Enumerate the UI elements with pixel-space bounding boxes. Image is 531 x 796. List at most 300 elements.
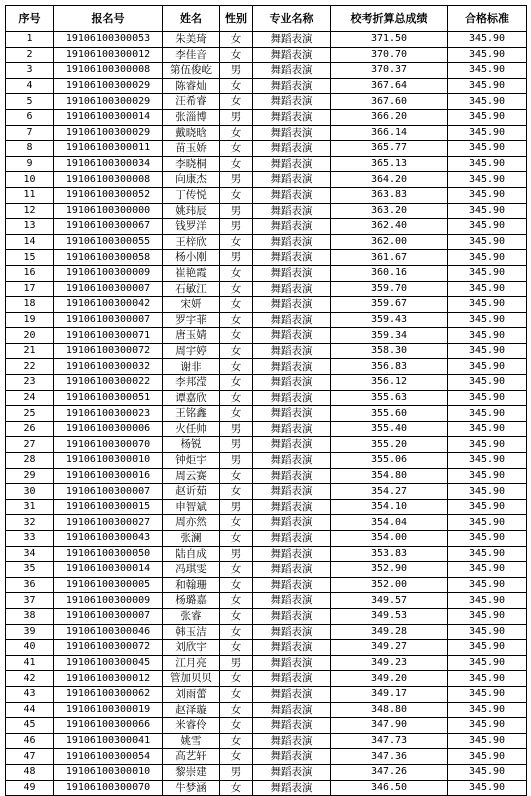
table-row [6, 764, 527, 780]
cell-major: 舞蹈表演 [253, 375, 331, 391]
cell-registration-number: 19106100300034 [54, 156, 163, 172]
cell-index: 48 [6, 764, 54, 780]
cell-name: 火任帅 [163, 421, 220, 437]
cell-pass-standard: 345.90 [448, 671, 527, 687]
cell-name: 张淄博 [163, 109, 220, 125]
cell-pass-standard: 345.90 [448, 125, 527, 141]
cell-gender: 女 [220, 702, 253, 718]
cell-registration-number: 19106100300022 [54, 375, 163, 391]
table-row [6, 593, 527, 609]
cell-pass-standard: 345.90 [448, 32, 527, 48]
cell-total-score: 353.83 [331, 546, 448, 562]
cell-gender: 女 [220, 671, 253, 687]
table-row [6, 655, 527, 671]
cell-total-score: 359.34 [331, 328, 448, 344]
cell-registration-number: 19106100300050 [54, 546, 163, 562]
table-row [6, 359, 527, 375]
cell-name: 谢非 [163, 359, 220, 375]
cell-major: 舞蹈表演 [253, 749, 331, 765]
cell-index: 31 [6, 499, 54, 515]
cell-total-score: 370.37 [331, 63, 448, 79]
cell-gender: 女 [220, 733, 253, 749]
cell-name: 杨璐嘉 [163, 593, 220, 609]
cell-total-score: 346.50 [331, 780, 448, 796]
cell-index: 13 [6, 219, 54, 235]
cell-major: 舞蹈表演 [253, 265, 331, 281]
cell-gender: 男 [220, 250, 253, 266]
cell-registration-number: 19106100300054 [54, 749, 163, 765]
cell-gender: 女 [220, 468, 253, 484]
cell-registration-number: 19106100300029 [54, 78, 163, 94]
table-row [6, 718, 527, 734]
cell-pass-standard: 345.90 [448, 655, 527, 671]
cell-index: 7 [6, 125, 54, 141]
cell-index: 12 [6, 203, 54, 219]
cell-pass-standard: 345.90 [448, 702, 527, 718]
cell-major: 舞蹈表演 [253, 640, 331, 656]
cell-total-score: 365.77 [331, 141, 448, 157]
cell-gender: 女 [220, 562, 253, 578]
cell-name: 米睿伶 [163, 718, 220, 734]
cell-major: 舞蹈表演 [253, 406, 331, 422]
table-row [6, 437, 527, 453]
cell-major: 舞蹈表演 [253, 359, 331, 375]
cell-major: 舞蹈表演 [253, 764, 331, 780]
cell-name: 朱美琦 [163, 32, 220, 48]
cell-index: 33 [6, 531, 54, 547]
cell-name: 杨锐 [163, 437, 220, 453]
cell-registration-number: 19106100300058 [54, 250, 163, 266]
cell-registration-number: 19106100300041 [54, 733, 163, 749]
cell-registration-number: 19106100300008 [54, 172, 163, 188]
cell-index: 40 [6, 640, 54, 656]
cell-registration-number: 19106100300011 [54, 141, 163, 157]
cell-registration-number: 19106100300072 [54, 640, 163, 656]
cell-pass-standard: 345.90 [448, 453, 527, 469]
cell-total-score: 354.10 [331, 499, 448, 515]
cell-total-score: 349.23 [331, 655, 448, 671]
cell-name: 唐玉婧 [163, 328, 220, 344]
cell-pass-standard: 345.90 [448, 624, 527, 640]
cell-name: 石敏江 [163, 281, 220, 297]
cell-index: 34 [6, 546, 54, 562]
cell-total-score: 355.60 [331, 406, 448, 422]
table-row [6, 733, 527, 749]
cell-major: 舞蹈表演 [253, 343, 331, 359]
cell-total-score: 352.00 [331, 577, 448, 593]
cell-total-score: 371.50 [331, 32, 448, 48]
table-row [6, 780, 527, 796]
table-row [6, 484, 527, 500]
table-row [6, 640, 527, 656]
cell-pass-standard: 345.90 [448, 780, 527, 796]
cell-pass-standard: 345.90 [448, 281, 527, 297]
cell-total-score: 370.70 [331, 47, 448, 63]
table-row [6, 32, 527, 48]
cell-index: 49 [6, 780, 54, 796]
cell-registration-number: 19106100300006 [54, 421, 163, 437]
cell-name: 冯琪雯 [163, 562, 220, 578]
cell-major: 舞蹈表演 [253, 328, 331, 344]
cell-name: 杨小刚 [163, 250, 220, 266]
cell-index: 14 [6, 234, 54, 250]
cell-registration-number: 19106100300000 [54, 203, 163, 219]
cell-pass-standard: 345.90 [448, 94, 527, 110]
cell-gender: 男 [220, 203, 253, 219]
table-row [6, 453, 527, 469]
cell-pass-standard: 345.90 [448, 47, 527, 63]
cell-index: 41 [6, 655, 54, 671]
cell-gender: 男 [220, 655, 253, 671]
cell-name: 韩玉洁 [163, 624, 220, 640]
cell-gender: 女 [220, 390, 253, 406]
cell-total-score: 363.83 [331, 187, 448, 203]
cell-pass-standard: 345.90 [448, 437, 527, 453]
cell-name: 罗宇菲 [163, 312, 220, 328]
cell-gender: 女 [220, 686, 253, 702]
cell-registration-number: 19106100300070 [54, 780, 163, 796]
cell-total-score: 349.53 [331, 608, 448, 624]
cell-major: 舞蹈表演 [253, 671, 331, 687]
cell-total-score: 347.73 [331, 733, 448, 749]
cell-total-score: 355.06 [331, 453, 448, 469]
cell-total-score: 367.60 [331, 94, 448, 110]
cell-major: 舞蹈表演 [253, 562, 331, 578]
cell-major: 舞蹈表演 [253, 655, 331, 671]
cell-index: 4 [6, 78, 54, 94]
cell-name: 张睿 [163, 608, 220, 624]
table-row [6, 187, 527, 203]
cell-gender: 女 [220, 187, 253, 203]
table-row [6, 562, 527, 578]
cell-major: 舞蹈表演 [253, 702, 331, 718]
cell-name: 姚雪 [163, 733, 220, 749]
cell-major: 舞蹈表演 [253, 484, 331, 500]
table-row [6, 250, 527, 266]
cell-index: 43 [6, 686, 54, 702]
cell-major: 舞蹈表演 [253, 172, 331, 188]
table-row [6, 219, 527, 235]
cell-pass-standard: 345.90 [448, 109, 527, 125]
cell-registration-number: 19106100300055 [54, 234, 163, 250]
cell-pass-standard: 345.90 [448, 390, 527, 406]
cell-registration-number: 19106100300005 [54, 577, 163, 593]
cell-total-score: 347.36 [331, 749, 448, 765]
table-row [6, 546, 527, 562]
cell-pass-standard: 345.90 [448, 328, 527, 344]
cell-pass-standard: 345.90 [448, 484, 527, 500]
cell-index: 18 [6, 297, 54, 313]
cell-gender: 男 [220, 421, 253, 437]
cell-total-score: 354.00 [331, 531, 448, 547]
table-body [6, 32, 527, 796]
cell-index: 26 [6, 421, 54, 437]
cell-pass-standard: 345.90 [448, 234, 527, 250]
cell-index: 10 [6, 172, 54, 188]
cell-pass-standard: 345.90 [448, 78, 527, 94]
table-row [6, 63, 527, 79]
header-gender: 性别 [220, 6, 253, 32]
cell-major: 舞蹈表演 [253, 312, 331, 328]
cell-name: 李佳音 [163, 47, 220, 63]
cell-index: 1 [6, 32, 54, 48]
cell-registration-number: 19106100300072 [54, 343, 163, 359]
cell-registration-number: 19106100300009 [54, 265, 163, 281]
table-row [6, 515, 527, 531]
cell-pass-standard: 345.90 [448, 577, 527, 593]
cell-name: 刘雨蕾 [163, 686, 220, 702]
cell-total-score: 349.57 [331, 593, 448, 609]
table-row [6, 172, 527, 188]
cell-major: 舞蹈表演 [253, 593, 331, 609]
cell-registration-number: 19106100300032 [54, 359, 163, 375]
cell-pass-standard: 345.90 [448, 468, 527, 484]
cell-pass-standard: 345.90 [448, 546, 527, 562]
cell-index: 15 [6, 250, 54, 266]
cell-name: 汪希睿 [163, 94, 220, 110]
cell-registration-number: 19106100300016 [54, 468, 163, 484]
cell-name: 钱罗洋 [163, 219, 220, 235]
cell-major: 舞蹈表演 [253, 421, 331, 437]
cell-pass-standard: 345.90 [448, 733, 527, 749]
cell-name: 刘欣宇 [163, 640, 220, 656]
cell-index: 9 [6, 156, 54, 172]
cell-pass-standard: 345.90 [448, 686, 527, 702]
cell-major: 舞蹈表演 [253, 577, 331, 593]
cell-gender: 女 [220, 234, 253, 250]
cell-gender: 女 [220, 47, 253, 63]
cell-name: 黎崇建 [163, 764, 220, 780]
cell-total-score: 358.30 [331, 343, 448, 359]
cell-name: 申智斌 [163, 499, 220, 515]
cell-total-score: 363.20 [331, 203, 448, 219]
cell-pass-standard: 345.90 [448, 562, 527, 578]
cell-total-score: 354.80 [331, 468, 448, 484]
cell-total-score: 359.70 [331, 281, 448, 297]
cell-registration-number: 19106100300067 [54, 219, 163, 235]
cell-registration-number: 19106100300014 [54, 562, 163, 578]
cell-pass-standard: 345.90 [448, 141, 527, 157]
table-row [6, 343, 527, 359]
cell-total-score: 349.27 [331, 640, 448, 656]
table-row [6, 328, 527, 344]
cell-gender: 女 [220, 359, 253, 375]
cell-name: 张澜 [163, 531, 220, 547]
cell-index: 8 [6, 141, 54, 157]
table-row [6, 297, 527, 313]
cell-registration-number: 19106100300010 [54, 453, 163, 469]
cell-name: 赵泽璇 [163, 702, 220, 718]
cell-gender: 女 [220, 78, 253, 94]
cell-index: 17 [6, 281, 54, 297]
table-row [6, 47, 527, 63]
cell-gender: 男 [220, 172, 253, 188]
table-row [6, 608, 527, 624]
cell-major: 舞蹈表演 [253, 109, 331, 125]
cell-gender: 女 [220, 484, 253, 500]
cell-index: 37 [6, 593, 54, 609]
cell-registration-number: 19106100300042 [54, 297, 163, 313]
cell-index: 38 [6, 608, 54, 624]
cell-registration-number: 19106100300015 [54, 499, 163, 515]
score-table [5, 5, 527, 796]
cell-major: 舞蹈表演 [253, 531, 331, 547]
cell-index: 11 [6, 187, 54, 203]
cell-index: 44 [6, 702, 54, 718]
cell-gender: 男 [220, 219, 253, 235]
cell-major: 舞蹈表演 [253, 546, 331, 562]
cell-name: 谭嘉欣 [163, 390, 220, 406]
cell-gender: 女 [220, 624, 253, 640]
cell-registration-number: 19106100300010 [54, 764, 163, 780]
table-row [6, 109, 527, 125]
cell-major: 舞蹈表演 [253, 141, 331, 157]
cell-pass-standard: 345.90 [448, 219, 527, 235]
cell-gender: 女 [220, 32, 253, 48]
cell-pass-standard: 345.90 [448, 359, 527, 375]
cell-name: 第伍俊屹 [163, 63, 220, 79]
table-row [6, 312, 527, 328]
cell-pass-standard: 345.90 [448, 312, 527, 328]
cell-registration-number: 19106100300029 [54, 94, 163, 110]
cell-total-score: 349.28 [331, 624, 448, 640]
cell-name: 崔艳霞 [163, 265, 220, 281]
cell-pass-standard: 345.90 [448, 421, 527, 437]
cell-total-score: 360.16 [331, 265, 448, 281]
cell-name: 和翰珊 [163, 577, 220, 593]
cell-pass-standard: 345.90 [448, 749, 527, 765]
cell-major: 舞蹈表演 [253, 624, 331, 640]
cell-pass-standard: 345.90 [448, 265, 527, 281]
header-name: 姓名 [163, 6, 220, 32]
cell-total-score: 367.64 [331, 78, 448, 94]
cell-gender: 女 [220, 312, 253, 328]
cell-total-score: 354.04 [331, 515, 448, 531]
cell-total-score: 349.17 [331, 686, 448, 702]
cell-name: 赵䜣茹 [163, 484, 220, 500]
cell-major: 舞蹈表演 [253, 63, 331, 79]
cell-gender: 女 [220, 125, 253, 141]
table-row [6, 390, 527, 406]
cell-name: 向康杰 [163, 172, 220, 188]
cell-major: 舞蹈表演 [253, 219, 331, 235]
cell-pass-standard: 345.90 [448, 63, 527, 79]
cell-major: 舞蹈表演 [253, 125, 331, 141]
cell-name: 戴晓晗 [163, 125, 220, 141]
cell-registration-number: 19106100300051 [54, 390, 163, 406]
cell-index: 3 [6, 63, 54, 79]
cell-gender: 女 [220, 608, 253, 624]
cell-index: 30 [6, 484, 54, 500]
cell-name: 李邦滢 [163, 375, 220, 391]
cell-registration-number: 19106100300062 [54, 686, 163, 702]
cell-pass-standard: 345.90 [448, 531, 527, 547]
cell-registration-number: 19106100300066 [54, 718, 163, 734]
cell-total-score: 349.20 [331, 671, 448, 687]
header-registration-number: 报名号 [54, 6, 163, 32]
cell-index: 39 [6, 624, 54, 640]
table-row [6, 141, 527, 157]
cell-name: 江月亮 [163, 655, 220, 671]
cell-gender: 女 [220, 640, 253, 656]
cell-index: 47 [6, 749, 54, 765]
cell-pass-standard: 345.90 [448, 593, 527, 609]
table-row [6, 577, 527, 593]
cell-name: 王铭鑫 [163, 406, 220, 422]
cell-major: 舞蹈表演 [253, 156, 331, 172]
table-row [6, 156, 527, 172]
cell-registration-number: 19106100300012 [54, 47, 163, 63]
cell-index: 35 [6, 562, 54, 578]
cell-index: 24 [6, 390, 54, 406]
cell-gender: 男 [220, 499, 253, 515]
cell-pass-standard: 345.90 [448, 297, 527, 313]
header-total-score: 校考折算总成绩 [331, 6, 448, 32]
cell-index: 29 [6, 468, 54, 484]
cell-gender: 女 [220, 94, 253, 110]
cell-gender: 女 [220, 406, 253, 422]
cell-major: 舞蹈表演 [253, 608, 331, 624]
cell-pass-standard: 345.90 [448, 203, 527, 219]
table-row [6, 702, 527, 718]
cell-name: 周云赛 [163, 468, 220, 484]
cell-major: 舞蹈表演 [253, 780, 331, 796]
table-row [6, 281, 527, 297]
cell-name: 牛梦涵 [163, 780, 220, 796]
cell-index: 42 [6, 671, 54, 687]
cell-pass-standard: 345.90 [448, 250, 527, 266]
cell-gender: 女 [220, 343, 253, 359]
cell-index: 2 [6, 47, 54, 63]
cell-total-score: 366.20 [331, 109, 448, 125]
table-row [6, 499, 527, 515]
cell-registration-number: 19106100300052 [54, 187, 163, 203]
header-major: 专业名称 [253, 6, 331, 32]
cell-registration-number: 19106100300071 [54, 328, 163, 344]
cell-major: 舞蹈表演 [253, 78, 331, 94]
cell-registration-number: 19106100300019 [54, 702, 163, 718]
cell-pass-standard: 345.90 [448, 499, 527, 515]
cell-gender: 女 [220, 515, 253, 531]
cell-major: 舞蹈表演 [253, 234, 331, 250]
cell-index: 45 [6, 718, 54, 734]
cell-registration-number: 19106100300027 [54, 515, 163, 531]
cell-gender: 男 [220, 109, 253, 125]
cell-major: 舞蹈表演 [253, 203, 331, 219]
cell-name: 王梓欣 [163, 234, 220, 250]
cell-gender: 女 [220, 297, 253, 313]
cell-index: 22 [6, 359, 54, 375]
cell-total-score: 347.26 [331, 764, 448, 780]
cell-gender: 女 [220, 156, 253, 172]
cell-major: 舞蹈表演 [253, 281, 331, 297]
cell-registration-number: 19106100300023 [54, 406, 163, 422]
cell-name: 丁传悦 [163, 187, 220, 203]
cell-major: 舞蹈表演 [253, 686, 331, 702]
cell-major: 舞蹈表演 [253, 250, 331, 266]
cell-index: 28 [6, 453, 54, 469]
cell-pass-standard: 345.90 [448, 172, 527, 188]
cell-gender: 男 [220, 546, 253, 562]
cell-index: 21 [6, 343, 54, 359]
table-row [6, 686, 527, 702]
cell-index: 46 [6, 733, 54, 749]
cell-index: 27 [6, 437, 54, 453]
table-row [6, 375, 527, 391]
header-index: 序号 [6, 6, 54, 32]
cell-major: 舞蹈表演 [253, 94, 331, 110]
cell-registration-number: 19106100300007 [54, 281, 163, 297]
